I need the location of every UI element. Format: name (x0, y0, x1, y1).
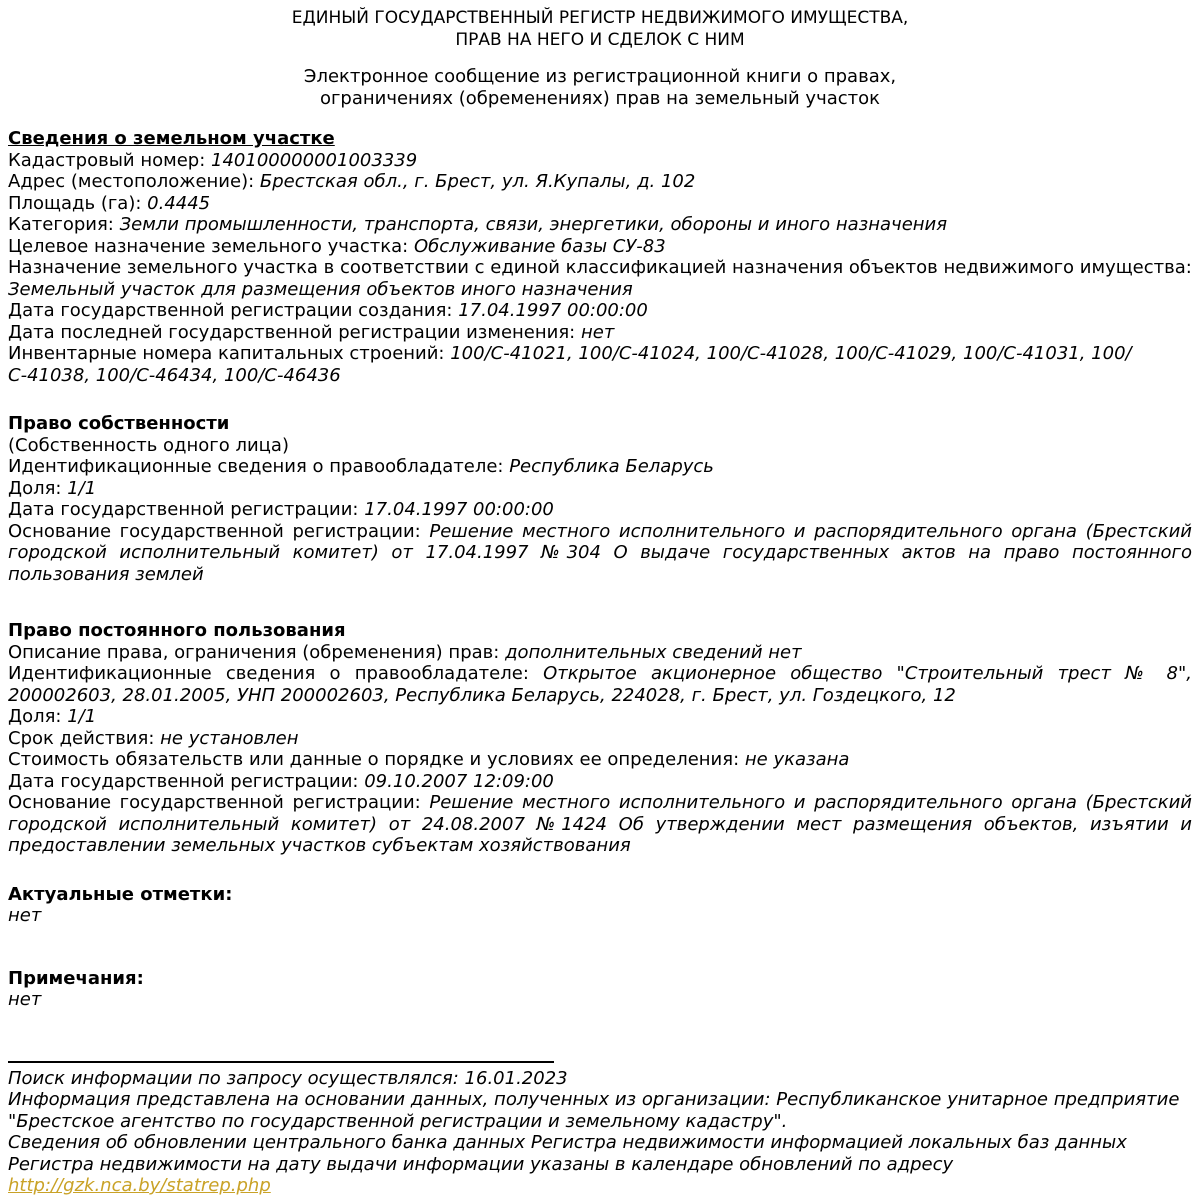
ownership-field-registration-date-label: Дата государственной регистрации: (8, 499, 359, 520)
field-inventory-numbers-value: 100/С-41021, 100/С-41024, 100/С-41028, 100/С-41029, 100/С-41031, 100/С-41038, 100/С-46434, 100/С-46436 (8, 343, 1132, 386)
permanent-field-share (8, 706, 1192, 728)
field-classification-purpose-label: Назначение земельного участка в соответствии с единой классификацией назначения объектов недвижимого имущества: (8, 257, 1192, 278)
ownership-field-rightholder-label: Идентификационные сведения о правообладателе: (8, 456, 504, 477)
field-address-value: Брестская обл., г. Брест, ул. Я.Купалы, д. 102 (259, 171, 696, 192)
footer-info-label: Информация представлена на основании данных, полученных из организации: (8, 1089, 771, 1110)
permanent-field-registration-date-value: 09.10.2007 12:09:00 (364, 770, 554, 792)
ownership-section-heading: Право собственности (8, 413, 230, 434)
notes-value: нет (8, 989, 42, 1010)
current-marks-heading: Актуальные отметки: (8, 883, 233, 905)
permanent-field-validity-value: не установлен (160, 727, 299, 749)
permanent-field-share-label: Доля: (8, 706, 62, 727)
doc-title-line2: ПРАВ НА НЕГО И СДЕЛОК С НИМ (455, 29, 745, 50)
permanent-field-rightholder-label: Идентификационные сведения о правообладателе: (8, 663, 529, 684)
field-registration-changed (8, 322, 1192, 344)
ownership-field-registration-date-value: 17.04.1997 00:00:00 (364, 499, 554, 520)
permanent-field-obligation-cost (8, 749, 1192, 771)
document-header (8, 8, 1192, 109)
field-registration-created-label: Дата государственной регистрации создания: (8, 300, 453, 321)
section-notes (8, 968, 1192, 1011)
field-category-value: Земли промышленности, транспорта, связи, энергетики, обороны и иного назначения (119, 214, 948, 235)
doc-subtitle-line2: ограничениях (обременениях) прав на земельный участок (319, 87, 881, 109)
field-inventory-numbers (8, 343, 1192, 386)
footer-divider (8, 1061, 554, 1063)
permanent-field-registration-basis-value: Решение местного исполнительного и распорядительного органа (Брестский городской исполнительный комитет) от 24.08.2007 №1424 Об утверждении мест размещения объектов, изъятии и предоставлении земельных участков субъектам хозяйствования (8, 792, 1192, 856)
footer-info-value: Республиканское унитарное предприятие "Брестское агентство по государственной регистрации и земельному кадастру". (8, 1089, 1180, 1132)
field-category-label: Категория: (8, 214, 114, 235)
permanent-field-validity-label: Срок действия: (8, 727, 155, 749)
field-registration-changed-label: Дата последней государственной регистрации изменения: (8, 321, 576, 343)
field-area-label: Площадь (га): (8, 192, 142, 214)
field-area-value: 0.4445 (147, 192, 211, 214)
permanent-field-rightholder (8, 663, 1192, 706)
section-permanent-use-right (8, 620, 1192, 857)
field-designated-purpose-label: Целевое назначение земельного участка: (8, 235, 409, 257)
ownership-subheading: (Собственность одного лица) (8, 434, 289, 456)
doc-subtitle (8, 66, 1192, 109)
field-cadastral-number-label: Кадастровый номер: (8, 149, 206, 171)
ownership-field-share-value: 1/1 (67, 477, 97, 499)
ownership-field-rightholder (8, 456, 1192, 478)
ownership-field-registration-date (8, 499, 1192, 521)
footer-search-label: Поиск информации по запросу осуществлялся: (8, 1067, 459, 1089)
ownership-field-share (8, 478, 1192, 500)
doc-title-line1: ЕДИНЫЙ ГОСУДАРСТВЕННЫЙ РЕГИСТР НЕДВИЖИМОГО ИМУЩЕСТВА, (291, 8, 909, 28)
parcel-section-heading: Сведения о земельном участке (8, 128, 335, 149)
permanent-field-rightholder-value: Открытое акционерное общество "Строительный трест № 8", 200002603, 28.01.2005, УНП 200002603, Республика Беларусь, 224028, г. Брест, ул. Гоздецкого, 12 (8, 663, 1192, 706)
footer-update-text: Сведения об обновлении центрального банка данных Регистра недвижимости информацией локальных баз данных Регистра недвижимости на дату выдачи информации указаны в календаре обновлений по адресу (8, 1132, 1127, 1175)
field-classification-purpose-value: Земельный участок для размещения объектов иного назначения (8, 278, 633, 300)
permanent-field-obligation-cost-label: Стоимость обязательств или данные о порядке и условиях ее определения: (8, 749, 740, 770)
permanent-field-description-value: дополнительных сведений нет (505, 641, 802, 663)
document-footer (8, 1061, 1192, 1197)
ownership-field-registration-basis-value: Решение местного исполнительного и распорядительного органа (Брестский городской исполнительный комитет) от 17.04.1997 №304 О выдаче государственных актов на право постоянного пользования землей (8, 520, 1192, 585)
notes-heading: Примечания: (8, 967, 144, 989)
field-category (8, 214, 1192, 236)
permanent-field-registration-basis (8, 792, 1192, 857)
permanent-field-validity (8, 728, 1192, 750)
permanent-field-share-value: 1/1 (67, 706, 97, 727)
permanent-field-registration-basis-label: Основание государственной регистрации: (8, 792, 421, 813)
field-cadastral-number-value: 140100000001003339 (211, 149, 418, 171)
field-registration-changed-value: нет (580, 321, 615, 343)
ownership-field-registration-basis-label: Основание государственной регистрации: (8, 520, 421, 542)
field-designated-purpose (8, 236, 1192, 258)
field-registration-created (8, 300, 1192, 322)
field-address (8, 171, 1192, 193)
doc-subtitle-line1: Электронное сообщение из регистрационной книги о правах, (303, 66, 897, 87)
ownership-field-registration-basis (8, 521, 1192, 586)
ownership-field-rightholder-value: Республика Беларусь (509, 456, 714, 477)
field-cadastral-number (8, 150, 1192, 172)
field-registration-created-value: 17.04.1997 00:00:00 (458, 300, 648, 321)
field-area (8, 193, 1192, 215)
footer-info-line (8, 1089, 1192, 1132)
section-parcel-info (8, 128, 1192, 386)
permanent-field-registration-date-label: Дата государственной регистрации: (8, 770, 359, 792)
footer-search-line (8, 1068, 1192, 1090)
permanent-field-description (8, 642, 1192, 664)
permanent-field-description-label: Описание права, ограничения (обременения) прав: (8, 641, 500, 663)
section-ownership-right (8, 413, 1192, 585)
field-inventory-numbers-label: Инвентарные номера капитальных строений: (8, 343, 445, 364)
current-marks-value: нет (8, 905, 42, 926)
footer-search-value: 16.01.2023 (464, 1067, 568, 1089)
ownership-field-share-label: Доля: (8, 477, 62, 499)
footer-update-line (8, 1132, 1192, 1197)
field-designated-purpose-value: Обслуживание базы СУ-83 (413, 235, 666, 257)
permanent-use-section-heading: Право постоянного пользования (8, 620, 346, 641)
permanent-field-registration-date (8, 771, 1192, 793)
update-calendar-link[interactable]: http://gzk.nca.by/statrep.php (8, 1175, 271, 1196)
permanent-field-obligation-cost-value: не указана (744, 749, 850, 770)
field-address-label: Адрес (местоположение): (8, 171, 255, 192)
section-current-marks (8, 884, 1192, 927)
